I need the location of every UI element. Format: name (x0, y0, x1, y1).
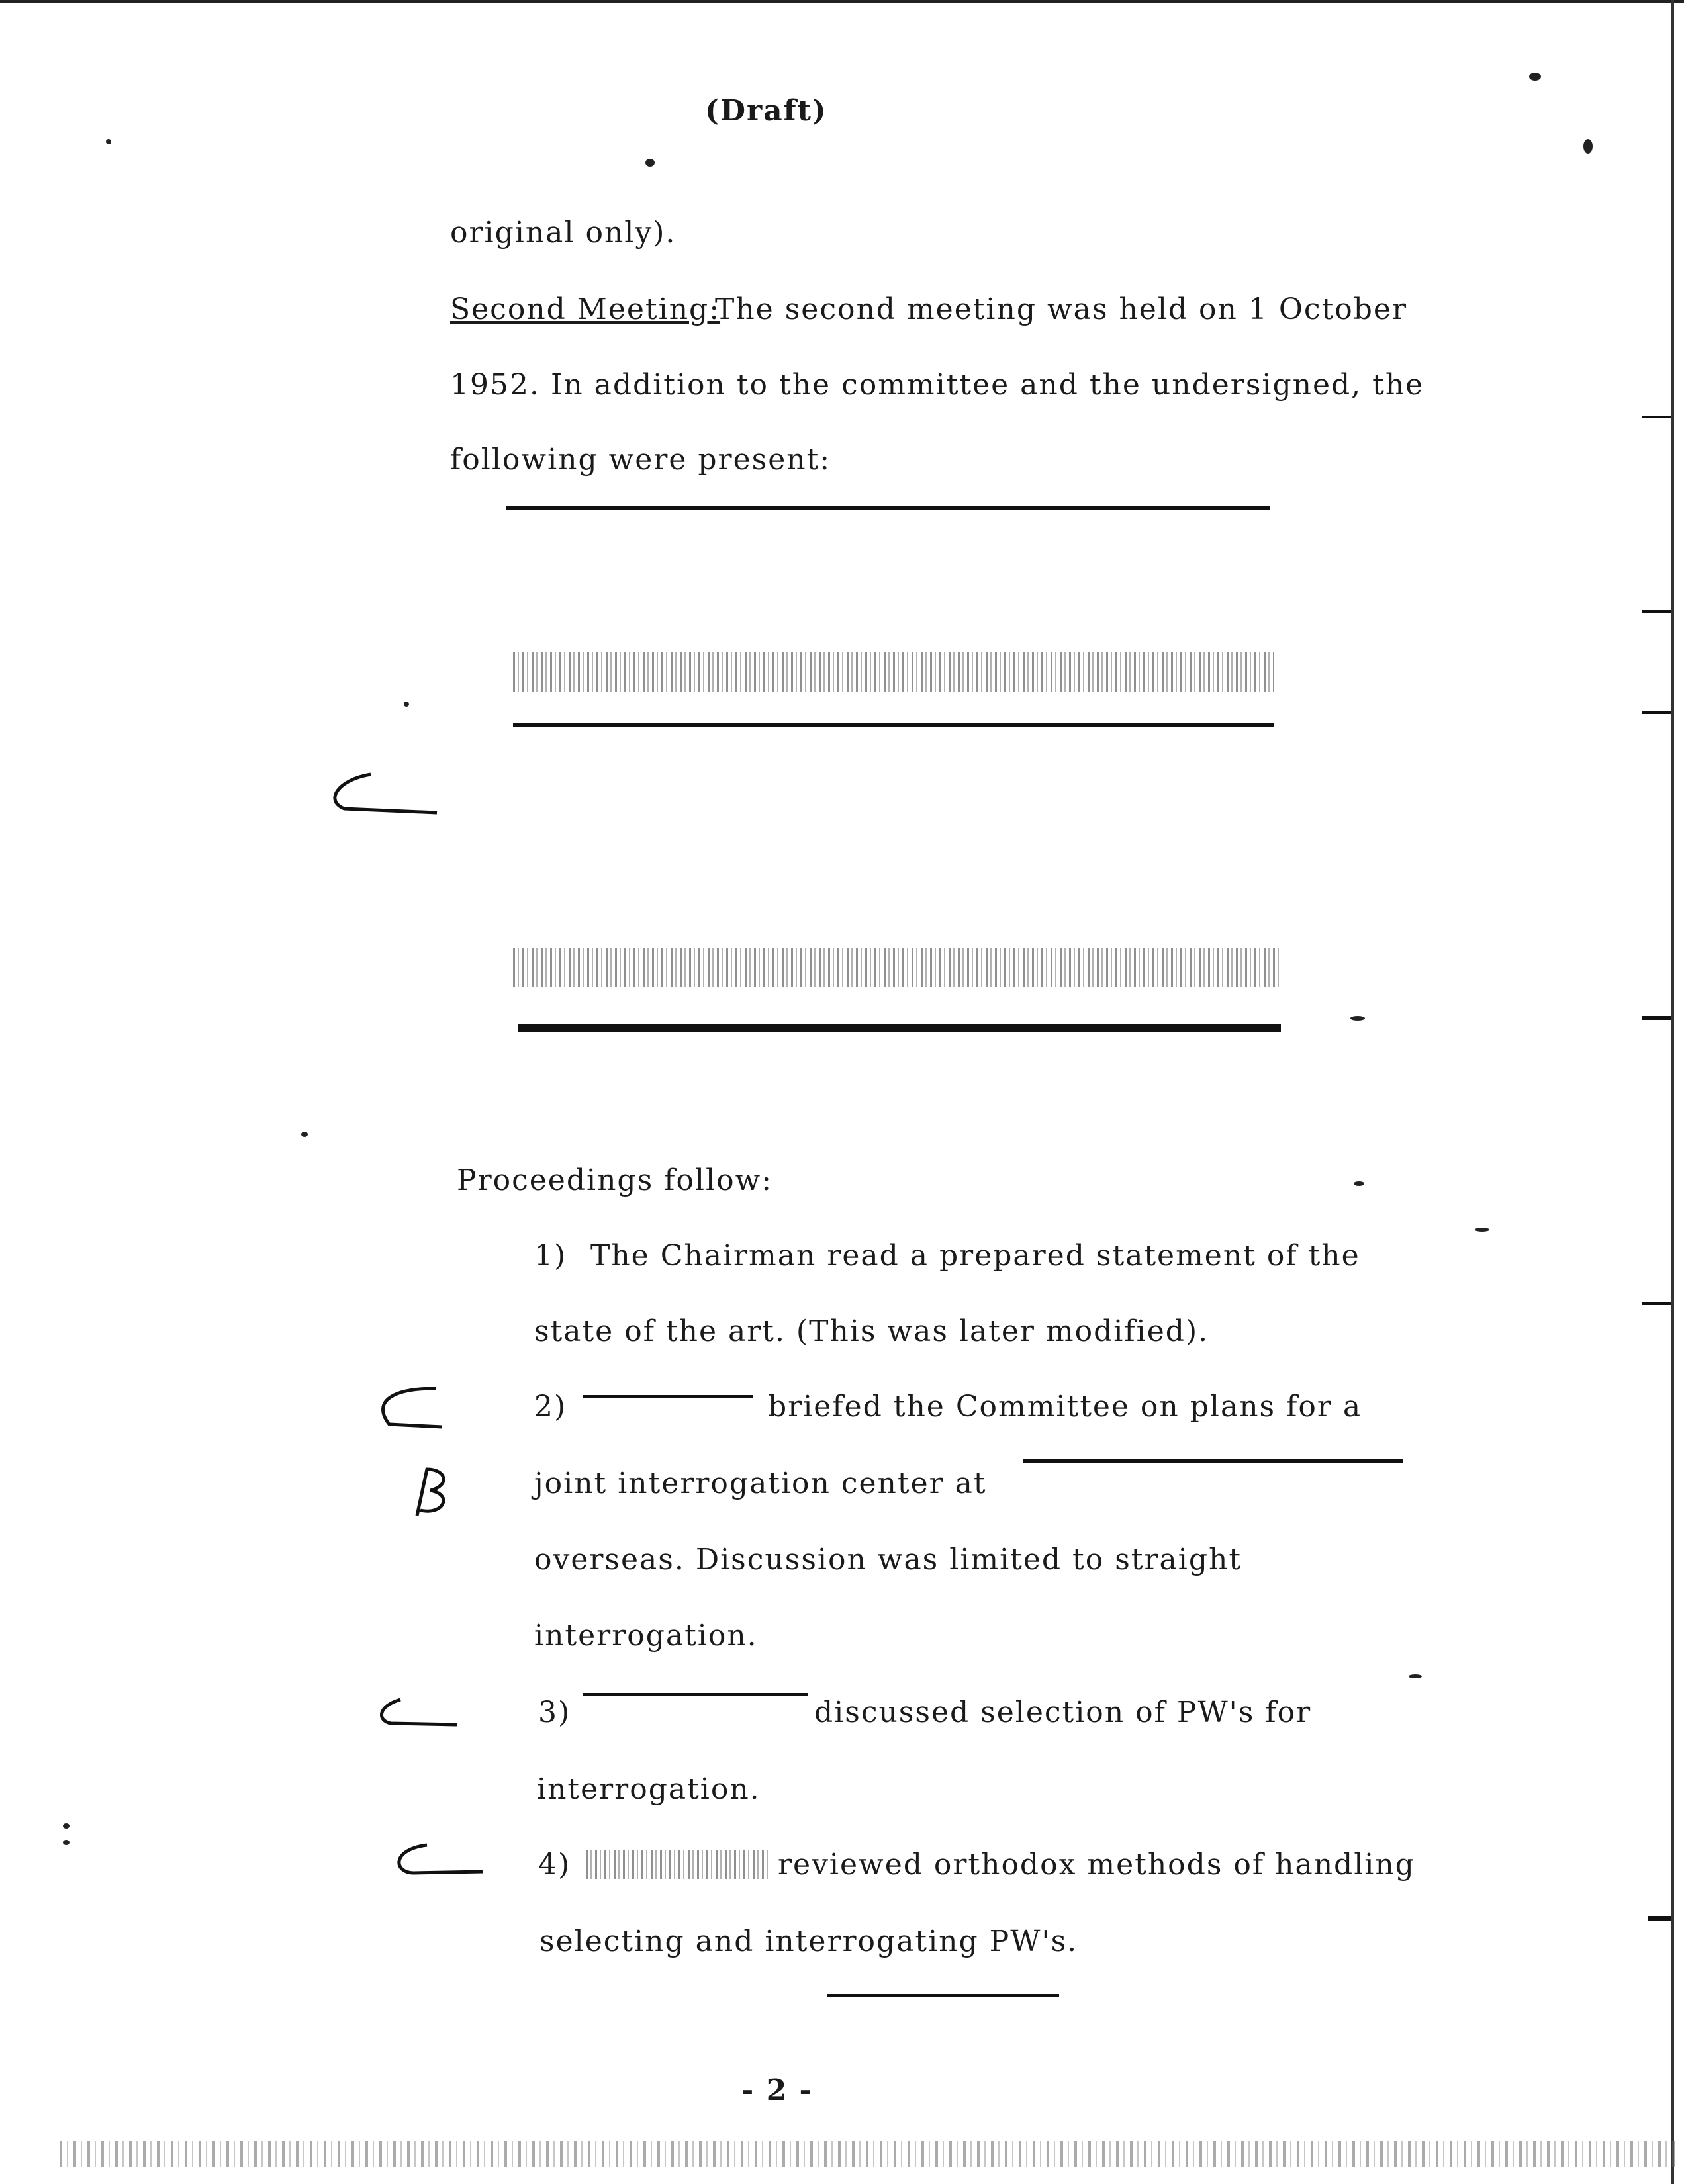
redaction-rule-1 (506, 506, 1270, 510)
item-3-number: 3) (538, 1696, 571, 1729)
handwritten-bracket-mark-3 (371, 1694, 463, 1741)
item-2-line-4: interrogation. (534, 1619, 758, 1653)
speck (1354, 1181, 1364, 1186)
handwritten-b-mark (397, 1463, 457, 1522)
speck (106, 139, 111, 144)
bottom-scan-noise (60, 2141, 1675, 2167)
edge-tick (1642, 1302, 1671, 1305)
edge-tick (1648, 1916, 1671, 1921)
speck (1475, 1228, 1489, 1232)
speck (63, 1840, 70, 1845)
speck (301, 1132, 308, 1137)
speck (645, 159, 655, 167)
end-rule (827, 1994, 1059, 1997)
page-number: - 2 - (741, 2073, 813, 2107)
redaction-noise-1 (513, 652, 1274, 692)
redaction-rule-2 (513, 723, 1274, 727)
handwritten-bracket-mark-4 (387, 1840, 487, 1893)
proceedings-heading: Proceedings follow: (457, 1163, 773, 1197)
item-4-redaction-name (586, 1850, 771, 1879)
item-2-line-3: overseas. Discussion was limited to straight (534, 1543, 1242, 1576)
item-2-line-2: joint interrogation center at (534, 1467, 987, 1500)
edge-tick (1642, 711, 1671, 714)
item-2-number: 2) (534, 1390, 567, 1424)
line-1952: 1952. In addition to the committee and the undersigned, the (450, 368, 1425, 402)
second-meeting-text: The second meeting was held on 1 October (715, 293, 1407, 326)
item-2-redaction-location (1023, 1459, 1403, 1463)
speck (63, 1823, 70, 1829)
item-4-line-1: reviewed orthodox methods of handling (778, 1848, 1415, 1882)
item-4-number: 4) (538, 1848, 571, 1882)
redaction-noise-2 (513, 948, 1281, 987)
edge-tick (1642, 1016, 1671, 1020)
speck (404, 702, 409, 707)
right-border (1671, 0, 1674, 2184)
top-border (0, 0, 1684, 3)
speck (1583, 139, 1593, 154)
handwritten-bracket-mark-1 (324, 768, 444, 821)
item-2-line-1: briefed the Committee on plans for a (768, 1390, 1362, 1424)
item-4-line-2: selecting and interrogating PW's. (539, 1925, 1078, 1958)
line-following-present: following were present: (450, 443, 831, 477)
item-2-redaction-name (583, 1395, 753, 1398)
item-1-line-1: The Chairman read a prepared statement of the (590, 1239, 1360, 1273)
item-3-redaction-name (583, 1693, 808, 1696)
edge-tick (1642, 416, 1671, 418)
line-original-only: original only). (450, 216, 677, 250)
speck (1529, 73, 1541, 81)
draft-label: (Draft) (705, 94, 827, 128)
edge-tick (1642, 610, 1671, 613)
second-meeting-label: Second Meeting: (450, 293, 721, 326)
item-1-line-2: state of the art. (This was later modified). (534, 1314, 1209, 1348)
speck (1350, 1016, 1365, 1021)
redaction-rule-3 (518, 1024, 1281, 1032)
item-1-number: 1) (534, 1239, 567, 1273)
item-3-line-2: interrogation. (537, 1772, 761, 1806)
speck (1409, 1674, 1422, 1678)
item-3-line-1: discussed selection of PW's for (814, 1696, 1312, 1729)
handwritten-bracket-mark-2 (363, 1383, 449, 1436)
